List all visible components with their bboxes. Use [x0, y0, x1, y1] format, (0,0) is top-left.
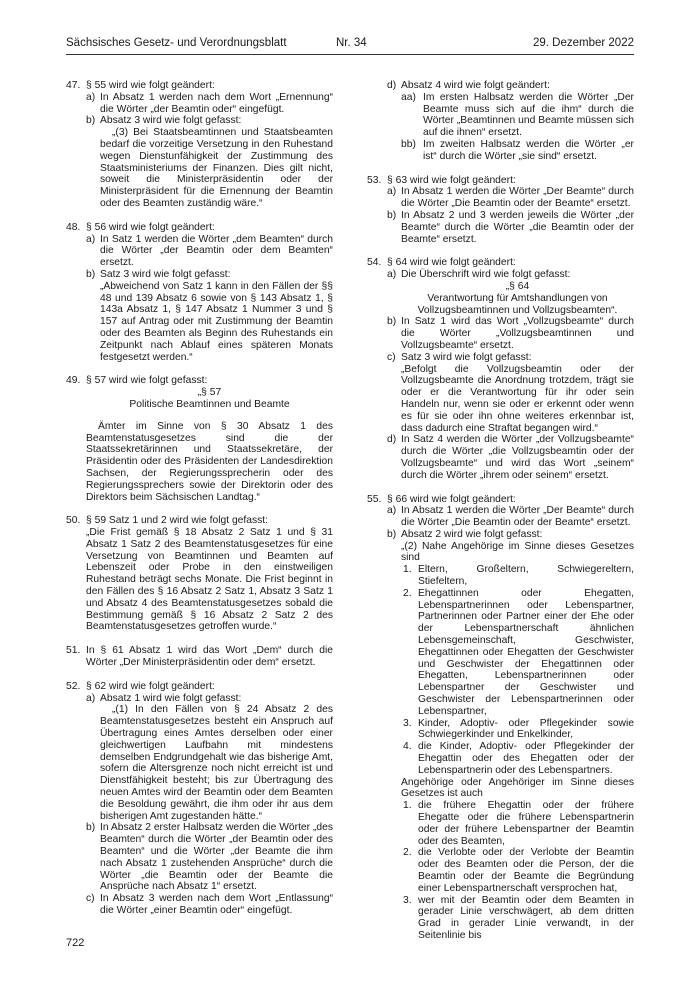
- quoted-text: „Die Frist gemäß § 18 Absatz 2 Satz 1 und § 31 Absatz 1 Satz 2 des Beamtenstatusgesetzes für eine Versetzung von Beamtinnen und Beamten auf Lebenszeit oder Probe in den einstweiligen Ruhestand beträgt sechs Monate. Die Frist beginnt in den Fällen des § 16 Absatz 2 Satz 1, Absatz 3 Satz 1 und Absatz 4 des Beamtenstatusgesetzes sobald die Bestimmung gemäß § 16 Absatz 2 Satz 2 des Beamtenstatusgesetzes getroffen wurde.“: [86, 527, 333, 633]
- quoted-text: Ämter im Sinne von § 30 Absatz 1 des Beamtenstatusgesetzes sind die der Staatssekretärinnen und Staatssekretäre, der Präsidentin oder des Präsidenten der Landesdirektion Sachsen, der Regierungssprecherin oder des Regierungssprechers sowie der Direktorin oder des Direktors beim Sächsischen Landtag.“: [86, 420, 333, 503]
- list-item: [401, 895, 634, 942]
- relatives-list: [401, 564, 634, 776]
- right-column: [367, 80, 634, 954]
- list-item-number: 1.: [403, 564, 412, 576]
- subitem-c: [387, 352, 634, 435]
- item-47: [66, 80, 333, 210]
- list-item-text: wer mit der Beamtin oder dem Beamten in gerader Linie verschwägert, ab dem dritten Grad in gerader Linie verwandt, in der Seitenlinie bis: [418, 894, 634, 941]
- subitem-a: [387, 186, 634, 210]
- item-number: 47.: [66, 80, 81, 91]
- subitem-label: d): [387, 434, 397, 446]
- list-item-number: 3.: [403, 717, 412, 729]
- subitem-aa: [401, 92, 634, 139]
- subitem-label: b): [387, 528, 397, 540]
- list-item: [401, 564, 634, 588]
- list-item: [401, 847, 634, 894]
- item-52-continued: [367, 80, 634, 163]
- list-item-text: Kinder, Adoptiv- oder Pflegekinder sowie Schwiegerkinder und Enkelkinder,: [418, 717, 634, 741]
- subitem-bb: [401, 139, 634, 163]
- subitem-text: Die Überschrift wird wie folgt gefasst:: [401, 269, 571, 281]
- page-number: 722: [66, 937, 85, 949]
- list-item-text: die Verlobte oder der Verlobte der Beamtin oder des Beamten oder die Person, der die Beamtin oder der Beamte die Begründung einer Lebenspartnerschaft versprochen hat,: [418, 847, 634, 894]
- item-intro: § 57 wird wie folgt gefasst:: [86, 375, 208, 387]
- item-intro: § 62 wird wie folgt geändert:: [86, 680, 215, 692]
- subitem-a: [387, 269, 634, 316]
- subitem-label: c): [387, 351, 396, 363]
- item-number: 51.: [66, 645, 81, 657]
- item-54: [367, 257, 634, 481]
- subitem-b: [387, 529, 634, 942]
- section-heading-number: „§ 57: [197, 387, 222, 399]
- subitem-label: b): [387, 209, 397, 221]
- quoted-text: „Befolgt die Vollzugsbeamtin oder der Vollzugsbeamte die Anordnung trotzdem, trägt sie oder er die Verantwortung für ihr oder sein Handeln nur, wenn sie oder er erkennt oder wenn es für sie oder ihn ohne weiteres erkennbar ist, dass dadurch eine Straftat begangen wird.“: [401, 363, 634, 434]
- subitem-b: [387, 210, 634, 245]
- subitem-d: [387, 434, 634, 481]
- subitem-text: In Satz 4 werden die Wörter „der Vollzugsbeamte“ durch die Wörter „die Vollzugsbeamtin oder der Vollzugsbeamte“ und wird das Wort „seinem“ durch die Wörter „ihrem oder seinem“ ersetzt.: [401, 434, 634, 481]
- page-header: [66, 34, 634, 54]
- item-50: [66, 515, 333, 633]
- issue-number: Nr. 34: [336, 37, 367, 49]
- list-item-number: 4.: [403, 741, 412, 753]
- subitem-a: [86, 92, 333, 116]
- list-item-text: die Kinder, Adoptiv- oder Pflegekinder der Ehegattin oder des Ehegatten oder der Lebenspartnerin oder des Lebenspartners.: [418, 741, 634, 776]
- list-item: [401, 588, 634, 718]
- item-number: 48.: [66, 221, 81, 233]
- subitem-label: a): [86, 692, 96, 704]
- item-intro: § 64 wird wie folgt geändert:: [387, 257, 516, 269]
- subitem-a: [86, 693, 333, 823]
- subitem-text: Satz 3 wird wie folgt gefasst:: [100, 268, 231, 280]
- subitem-label: a): [387, 186, 397, 198]
- list-item: [401, 718, 634, 742]
- item-number: 52.: [66, 680, 81, 692]
- subitem-c: [86, 893, 333, 917]
- subitem-text: Im zweiten Halbsatz werden die Wörter „er ist“ durch die Wörter „sie sind“ ersetzt.: [423, 138, 634, 162]
- subitem-text: In Absatz 1 werden nach dem Wort „Ernennung“ die Wörter „der Beamtin oder“ eingefügt.: [100, 91, 333, 115]
- item-intro: § 59 Satz 1 und 2 wird wie folgt gefasst:: [86, 515, 269, 527]
- section-heading-number: „§ 64: [505, 280, 530, 292]
- subitem-b: [86, 115, 333, 209]
- item-53: [367, 175, 634, 246]
- subitem-label: a): [387, 269, 397, 281]
- subitem-label: a): [387, 505, 397, 517]
- list-item-number: 2.: [403, 847, 412, 859]
- item-number: 55.: [367, 493, 382, 505]
- quoted-text: „(3) Bei Staatsbeamtinnen und Staatsbeamten bedarf die vorzeitige Versetzung in den Ruhestand wegen Dienstunfähigkeit der Zustimmung des Staatsministeriums der Finanzen. Dies gilt nicht, soweit die Ministerpräsidentin oder der Ministerpräsident für die Ernennung der Beamtin oder des Beamten zuständig wäre.“: [100, 127, 333, 209]
- item-number: 53.: [367, 174, 382, 186]
- issue-date: 29. Dezember 2022: [532, 37, 634, 49]
- header-rule: [66, 54, 634, 55]
- subitem-b: [387, 316, 634, 351]
- item-52: [66, 681, 333, 917]
- subitem-b: [86, 269, 333, 363]
- quoted-text: „(2) Nahe Angehörige im Sinne dieses Gesetzes sind: [401, 540, 634, 564]
- subitem-label: d): [387, 80, 397, 91]
- subitem-text: Satz 3 wird wie folgt gefasst:: [401, 351, 532, 363]
- subitem-label: aa): [401, 91, 416, 103]
- item-intro: § 56 wird wie folgt geändert:: [86, 221, 215, 233]
- subitem-text: In Satz 1 werden die Wörter „dem Beamten“ durch die Wörter „der Beamtin oder dem Beamten“ ersetzt.: [100, 233, 333, 269]
- subitem-text: Absatz 4 wird wie folgt geändert:: [401, 80, 550, 91]
- subitem-text: In Absatz 2 erster Halbsatz werden die Wörter „des Beamten“ durch die Wörter „der Beamtin oder des Beamten“ und die Wörter „der Beamte die ihm nach Absatz 1 zustehenden Ansprüche“ durch die Wörter „die Beamtin oder der Beamte die Ansprüche nach Absatz 1“ ersetzt.: [100, 822, 333, 893]
- item-number: 50.: [66, 515, 81, 527]
- subitem-text: In Absatz 3 werden nach dem Wort „Entlassung“ die Wörter „einer Beamtin oder“ eingefügt.: [100, 893, 333, 916]
- item-51: [66, 645, 333, 669]
- subitem-label: b): [86, 268, 96, 280]
- item-55: [367, 494, 634, 942]
- section-heading-title: Verantwortung für Amtshandlungen von Vollzugsbeamtinnen und Vollzugsbeamten“.: [417, 292, 618, 316]
- item-text: In § 61 Absatz 1 wird das Wort „Dem“ durch die Wörter „Der Ministerpräsidentin oder dem“ ersetzt.: [86, 645, 333, 669]
- list-item-number: 1.: [403, 800, 412, 812]
- list-item: [401, 800, 634, 847]
- subitem-text: Im ersten Halbsatz werden die Wörter „Der Beamte muss sich auf die ihm“ durch die Wörter „Beamtinnen und Beamte müssen sich auf die ihnen“ ersetzt.: [423, 91, 634, 139]
- subitem-label: a): [86, 91, 96, 103]
- list-item-text: Eltern, Großeltern, Schwiegereltern, Stiefeltern,: [418, 564, 634, 588]
- list-item-number: 2.: [403, 587, 412, 599]
- subitem-text: In Absatz 2 und 3 werden jeweils die Wörter „der Beamte“ durch die Wörter „die Beamtin oder der Beamte“ ersetzt.: [401, 209, 634, 245]
- subitem-label: c): [86, 893, 95, 905]
- subitem-label: a): [86, 233, 96, 245]
- left-column: [66, 80, 333, 929]
- subitem-text: In Satz 1 wird das Wort „Vollzugsbeamte“ durch die Wörter „Vollzugsbeamtinnen und Vollzugsbeamte“ ersetzt.: [401, 316, 634, 351]
- list-item: [401, 741, 634, 776]
- section-heading-title: Politische Beamtinnen und Beamte: [129, 398, 290, 410]
- item-number: 54.: [367, 257, 382, 269]
- subitem-a: [86, 234, 333, 269]
- subitem-d: [387, 80, 634, 163]
- subitem-label: b): [387, 316, 397, 328]
- item-48: [66, 222, 333, 364]
- quoted-text: „Abweichend von Satz 1 kann in den Fällen der §§ 48 und 139 Absatz 6 sowie von § 143 Absatz 1, § 143a Absatz 1, § 147 Absatz 1 Nummer 3 und § 157 auf Antrag oder mit Zustimmung der Beamtin oder des Beamten als Beginn des Ruhestands ein Zeitpunkt nach Ablauf eines späteren Monats festgesetzt werden.“: [100, 280, 333, 363]
- subitem-text: Absatz 2 wird wie folgt gefasst:: [401, 528, 543, 540]
- gazette-title: Sächsisches Gesetz- und Verordnungsblatt: [66, 37, 287, 49]
- relatives-list-extended: [401, 800, 634, 942]
- list-item-text: die frühere Ehegattin oder der frühere Ehegatte oder die frühere Lebenspartnerin oder der frühere Lebenspartner der Beamtin oder des Beamten,: [418, 800, 634, 847]
- subitem-a: [387, 505, 634, 529]
- list-item-text: Ehegattinnen oder Ehegatten, Lebenspartnerinnen oder Lebenspartner, Partnerinnen oder Partner einer der Ehe oder der Lebenspartnerschaft ähnlichen Lebensgemeinschaft, Geschwister, Ehegattinnen oder Ehegatten der Geschwister und Geschwister der Ehegattinnen oder Ehegatten, Lebenspartnerinnen oder Lebenspartner der Geschwister und Geschwister der Lebenspartnerinnen oder Lebenspartner,: [418, 587, 634, 717]
- subitem-label: b): [86, 822, 96, 834]
- subitem-text: In Absatz 1 werden die Wörter „Der Beamte“ durch die Wörter „Die Beamtin oder der Beamte“ ersetzt.: [401, 505, 634, 529]
- subitem-label: bb): [401, 138, 416, 150]
- quoted-text: Angehörige oder Angehöriger im Sinne dieses Gesetzes ist auch: [401, 776, 634, 800]
- item-49: [66, 375, 333, 503]
- quoted-text: „(1) In den Fällen von § 24 Absatz 2 des Beamtenstatusgesetzes besteht ein Anspruch auf Übertragung eines Amtes derselben oder einer gleichwertigen Laufbahn mit mindestens demselben Endgrundgehalt wie das bisherige Amt, sofern die Altersgrenze noch nicht erreicht ist und Dienstfähigkeit besteht; bis zur Übertragung des neuen Amtes wird der Beamtin oder dem Beamten die Besoldung gewährt, die ihm oder ihr aus dem bisherigen Amt zugestanden hätte.“: [100, 704, 333, 822]
- subitem-label: b): [86, 115, 96, 127]
- subitem-text: Absatz 3 wird wie folgt gefasst:: [100, 115, 242, 127]
- item-number: 49.: [66, 375, 81, 387]
- item-intro: § 63 wird wie folgt geändert:: [387, 174, 516, 186]
- item-intro: § 55 wird wie folgt geändert:: [86, 80, 215, 91]
- subitem-text: In Absatz 1 werden die Wörter „Der Beamte“ durch die Wörter „Die Beamtin oder der Beamte“ ersetzt.: [401, 186, 634, 210]
- list-item-number: 3.: [403, 894, 412, 906]
- subitem-b: [86, 822, 333, 893]
- item-intro: § 66 wird wie folgt geändert:: [387, 493, 516, 505]
- subitem-text: Absatz 1 wird wie folgt gefasst:: [100, 692, 242, 704]
